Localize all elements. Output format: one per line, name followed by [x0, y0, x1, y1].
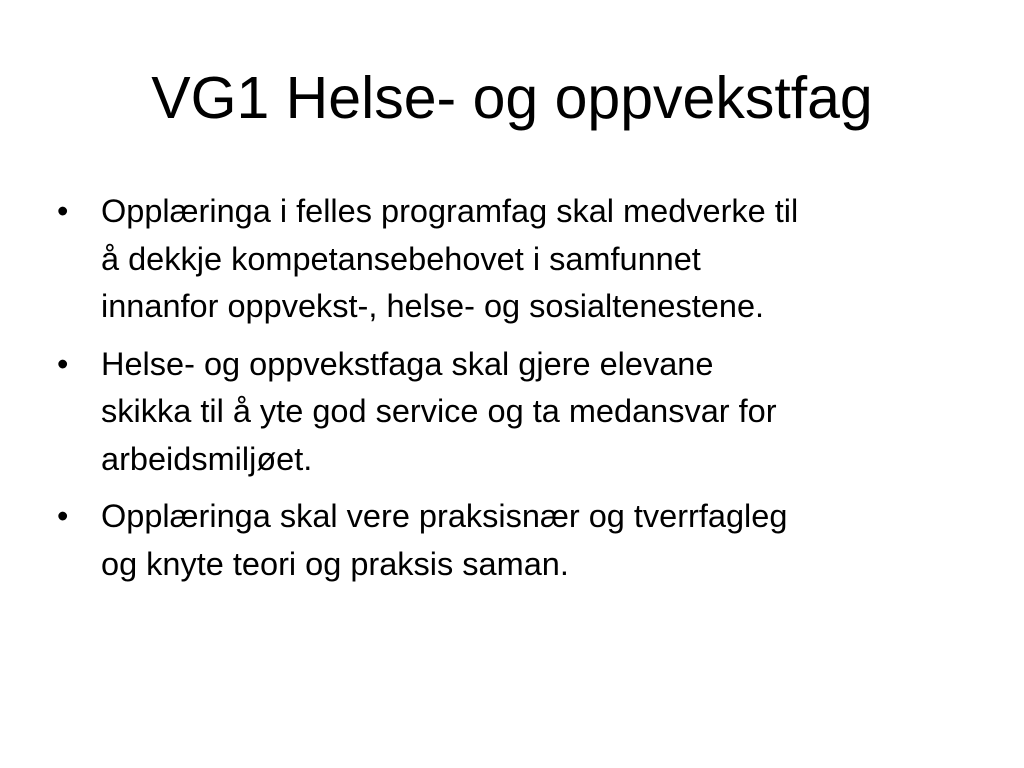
bullet-line: Helse- og oppvekstfaga skal gjere elevane	[101, 345, 714, 382]
bullet-icon: •	[57, 498, 69, 534]
bullet-line: og knyte teori og praksis saman.	[101, 545, 569, 582]
bullet-item-2	[57, 341, 977, 484]
bullet-icon: •	[57, 193, 69, 229]
bullet-item-1	[57, 188, 977, 331]
bullet-item-3	[57, 493, 977, 588]
bullet-line: arbeidsmiljøet.	[101, 440, 313, 477]
bullet-list	[57, 188, 977, 598]
bullet-icon: •	[57, 345, 69, 382]
bullet-line: skikka til å yte god service og ta medansvar for	[101, 393, 777, 429]
bullet-line: innanfor oppvekst-, helse- og sosialtenestene.	[101, 288, 765, 324]
bullet-line: Opplæringa skal vere praksisnær og tverrfagleg	[101, 498, 788, 534]
slide-title: VG1 Helse- og oppvekstfag	[151, 65, 873, 131]
bullet-line: å dekkje kompetansebehovet i samfunnet	[101, 240, 701, 277]
bullet-line: Opplæringa i felles programfag skal medverke til	[101, 193, 799, 229]
